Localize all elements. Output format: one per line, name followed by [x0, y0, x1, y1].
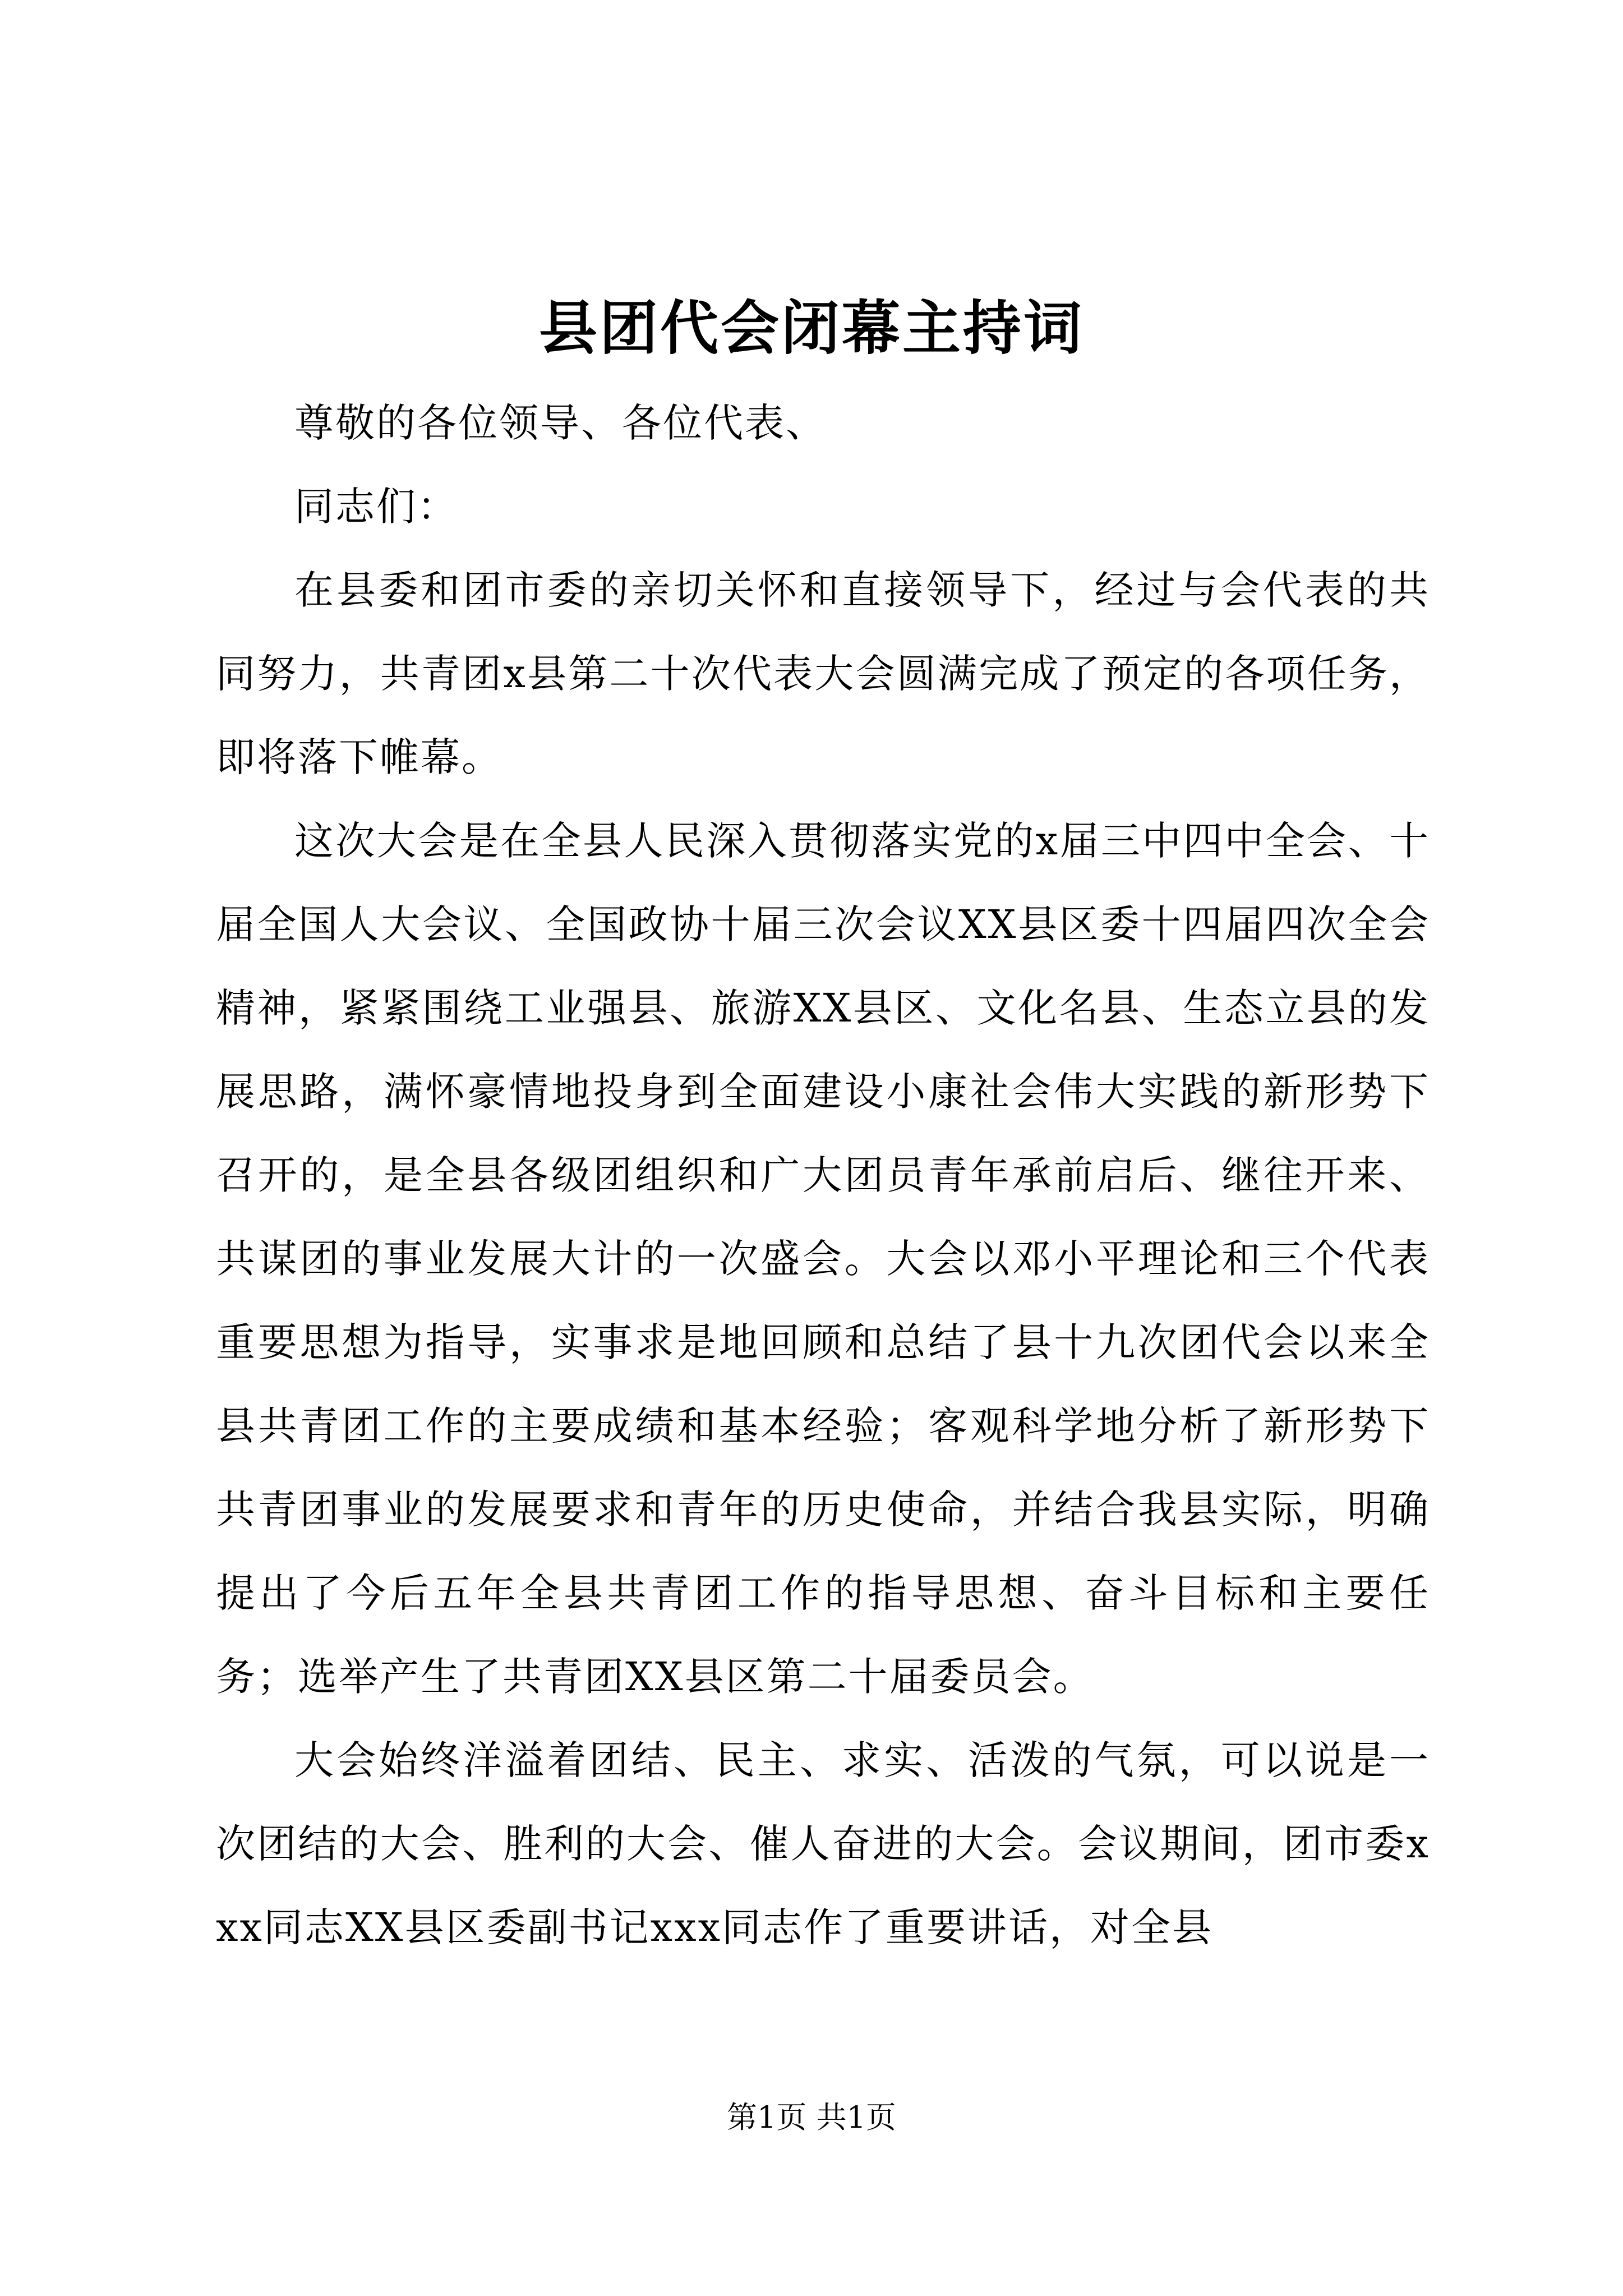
- document-body: [216, 381, 1430, 1970]
- paragraph: 在县委和团市委的亲切关怀和直接领导下，经过与会代表的共同努力，共青团x县第二十次代表大会圆满完成了预定的各项任务，即将落下帷幕。: [216, 567, 1430, 780]
- paragraph-greeting: 同志们：: [294, 484, 458, 530]
- paragraph: 大会始终洋溢着团结、民主、求实、活泼的气氛，可以说是一次团结的大会、胜利的大会、催人奋进的大会。会议期间，团市委xxx同志XX县区委副书记xxx同志作了重要讲话，对全县: [216, 1737, 1430, 1950]
- paragraph-salutation: 尊敬的各位领导、各位代表、: [294, 400, 827, 446]
- paragraph: 这次大会是在全县人民深入贯彻落实党的x届三中四中全会、十届全国人大会议、全国政协十届三次会议XX县区委十四届四次全会精神，紧紧围绕工业强县、旅游XX县区、文化名县、生态立县的发展思路，满怀豪情地投身到全面建设小康社会伟大实践的新形势下召开的，是全县各级团组织和广大团员青年承前启后、继往开来、共谋团的事业发展大计的一次盛会。大会以邓小平理论和三个代表重要思想为指导，实事求是地回顾和总结了县十九次团代会以来全县共青团工作的主要成绩和基本经验；客观科学地分析了新形势下共青团事业的发展要求和青年的历史使命，并结合我县实际，明确提出了今后五年全县共青团工作的指导思想、奋斗目标和主要任务；选举产生了共青团XX县区第二十届委员会。: [216, 818, 1430, 1700]
- document-title: 县团代会闭幕主持词: [538, 293, 1084, 362]
- page-number-footer: 第1页 共1页: [727, 2100, 896, 2135]
